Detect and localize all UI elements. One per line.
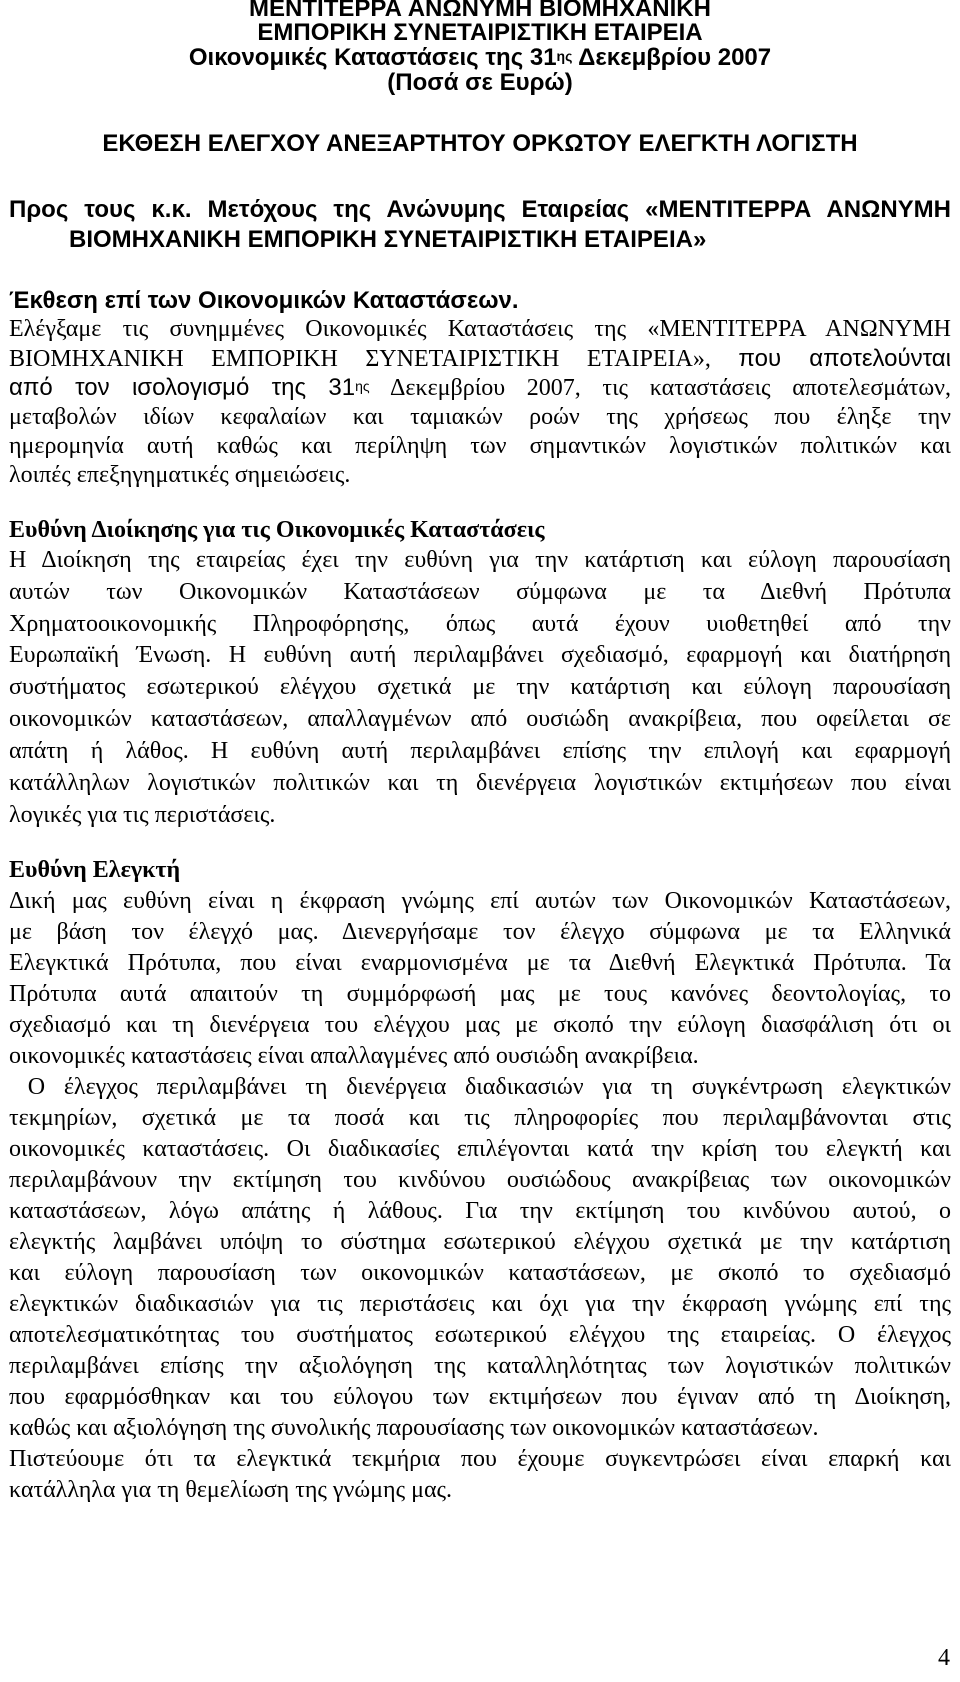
auditor-line: οικονομικές καταστάσεις είναι απαλλαγμένες από ουσιώδη ανακρίβεια. <box>9 1043 699 1069</box>
auditor-line: περιλαμβάνουν την εκτίμηση του κινδύνου ουσιώδους ανακρίβειας των οικονομικών <box>9 1167 951 1193</box>
intro-line-4: μεταβολών ιδίων κεφαλαίων και ταμιακών ροών της χρήσεως που έληξε την <box>9 404 951 430</box>
auditor-line: περιλαμβάνει επίσης την αξιολόγηση της καταλληλότητας των λογιστικών πολιτικών <box>9 1353 951 1379</box>
auditor-line: Ο έλεγχος περιλαμβάνει τη διενέργεια διαδικασιών για τη συγκέντρωση ελεγκτικών <box>9 1074 951 1100</box>
report-title: ΕΚΘΕΣΗ ΕΛΕΓΧΟΥ ΑΝΕΞΑΡΤΗΤΟΥ ΟΡΚΩΤΟΥ ΕΛΕΓΚΤΗ ΛΟΓΙΣΤΗ <box>102 130 858 157</box>
currency-note: (Ποσά σε Ευρώ) <box>387 69 573 96</box>
statements-period <box>0 45 960 71</box>
auditor-line: Ελεγκτικά Πρότυπα, που είναι εναρμονισμένα με τα Διεθνή Ελεγκτικά Πρότυπα. Τα <box>9 950 951 976</box>
management-line: κατάλληλων λογιστικών πολιτικών και τη διενέργεια λογιστικών εκτιμήσεων που είναι <box>9 770 951 796</box>
auditor-line: που εφαρμόσθηκαν και του εύλογου των εκτιμήσεων που έγιναν από τη Διοίκηση, <box>9 1384 951 1410</box>
auditor-line: κατάλληλα για τη θεμελίωση της γνώμης μας. <box>9 1477 453 1503</box>
management-line: συστήματος εσωτερικού ελέγχου σχετικά με την κατάρτιση και εύλογη παρουσίαση <box>9 674 951 700</box>
management-line: αυτών των Οικονομικών Καταστάσεων σύμφωνα με τα Διεθνή Πρότυπα <box>9 579 951 605</box>
intro-ordinal-superscript: ης <box>355 378 370 394</box>
auditor-heading: Ευθύνη Ελεγκτή <box>9 857 181 883</box>
management-line: απάτη ή λάθος. Η ευθύνη αυτή περιλαμβάνει επίσης την επιλογή και εφαρμογή <box>9 738 951 764</box>
management-line: οικονομικών καταστάσεων, απαλλαγμένων από ουσιώδη ανακρίβεια, που οφείλεται σε <box>9 706 951 732</box>
intro-line-1: Ελέγξαμε τις συνημμένες Οικονομικές Καταστάσεις της «ΜΕΝΤΙΤΕΡΡΑ ΑΝΩΝΥΜΗ <box>9 316 951 342</box>
management-line: Ευρωπαϊκή Ένωση. Η ευθύνη αυτή περιλαμβάνει σχεδιασμό, εφαρμογή και διατήρηση <box>9 642 951 668</box>
auditor-line: με βάση τον έλεγχό μας. Διενεργήσαμε τον έλεγχο σύμφωνα με τα Ελληνικά <box>9 919 951 945</box>
auditor-line: σχεδιασμό και τη διενέργεια του ελέγχου μας με σκοπό την εύλογη διασφάλιση ότι οι <box>9 1012 951 1038</box>
page-number: 4 <box>938 1645 950 1671</box>
intro-line-3-a: από τον ισολογισμό της 31 <box>9 374 356 401</box>
statements-period-text: Οικονομικές Καταστάσεις της 31 <box>188 44 557 71</box>
addressee-line-2: ΒΙΟΜΗΧΑΝΙΚΗ ΕΜΠΟΡΙΚΗ ΣΥΝΕΤΑΙΡΙΣΤΙΚΗ ΕΤΑΙΡΕΙΑ» <box>69 226 707 253</box>
auditor-line: τεκμηρίων, σχετικά με τα ποσά και τις πληροφορίες που περιλαμβάνονται στις <box>9 1105 951 1131</box>
ordinal-superscript: ης <box>556 48 573 64</box>
statements-period-date: Δεκεμβρίου 2007 <box>572 44 772 71</box>
intro-line-2-a: ΒΙΟΜΗΧΑΝΙΚΗ ΕΜΠΟΡΙΚΗ ΣΥΝΕΤΑΙΡΙΣΤΙΚΗ ΕΤΑΙΡΕΙΑ», <box>9 346 739 372</box>
intro-line-5: ημερομηνία αυτή καθώς και περίληψη των σημαντικών λογιστικών πολιτικών και <box>9 433 951 459</box>
intro-line-2-b: που αποτελούνται <box>738 345 951 372</box>
auditor-line: ελεγκτής λαμβάνει υπόψη το σύστημα εσωτερικού ελέγχου σχετικά με την κατάρτιση <box>9 1229 951 1255</box>
management-line: Χρηματοοικονομικής Πληροφόρησης, όπως αυτά έχουν υιοθετηθεί από την <box>9 611 951 637</box>
section-title: Έκθεση επί των Οικονομικών Καταστάσεων. <box>9 287 519 314</box>
intro-line-6: λοιπές επεξηγηματικές σημειώσεις. <box>9 462 351 488</box>
auditor-line: καθώς και αξιολόγηση της συνολικής παρουσίασης των οικονομικών καταστάσεων. <box>9 1415 819 1441</box>
company-name-line1: ΜΕΝΤΙΤΕΡΡΑ ΑΝΩΝΥΜΗ ΒΙΟΜΗΧΑΝΙΚΗ <box>249 0 711 22</box>
auditor-line: και εύλογη παρουσίαση των οικονομικών καταστάσεων, με σκοπό το σχεδιασμό <box>9 1260 951 1286</box>
management-line: Η Διοίκηση της εταιρείας έχει την ευθύνη για την κατάρτιση και εύλογη παρουσίαση <box>9 547 951 573</box>
intro-line-3-b: Δεκεμβρίου 2007, τις καταστάσεις αποτελεσμάτων, <box>369 375 952 401</box>
auditor-line: οικονομικές καταστάσεις. Οι διαδικασίες επιλέγονται κατά την κρίση του ελεγκτή και <box>9 1136 951 1162</box>
management-heading: Ευθύνη Διοίκησης για τις Οικονομικές Καταστάσεις <box>9 517 545 543</box>
company-name-line2: ΕΜΠΟΡΙΚΗ ΣΥΝΕΤΑΙΡΙΣΤΙΚΗ ΕΤΑΙΡΕΙΑ <box>257 19 703 46</box>
management-line: λογικές για τις περιστάσεις. <box>9 802 276 828</box>
auditor-line: Δική μας ευθύνη είναι η έκφραση γνώμης επί αυτών των Οικονομικών Καταστάσεων, <box>9 888 951 914</box>
auditor-line: Πρότυπα αυτά απαιτούν τη συμμόρφωσή μας με τους κανόνες δεοντολογίας, το <box>9 981 951 1007</box>
auditor-line: αποτελεσματικότητας του συστήματος εσωτερικού ελέγχου της εταιρείας. Ο έλεγχος <box>9 1322 951 1348</box>
auditor-line: Πιστεύουμε ότι τα ελεγκτικά τεκμήρια που έχουμε συγκεντρώσει είναι επαρκή και <box>9 1446 951 1472</box>
intro-line-3 <box>9 373 951 403</box>
intro-line-2 <box>9 344 951 374</box>
addressee-line-1: Προς τους κ.κ. Μετόχους της Ανώνυμης Εταιρείας «ΜΕΝΤΙΤΕΡΡΑ ΑΝΩΝΥΜΗ <box>9 196 951 223</box>
auditor-line: καταστάσεων, λόγω απάτης ή λάθους. Για την εκτίμηση του κινδύνου αυτού, ο <box>9 1198 951 1224</box>
auditor-line: ελεγκτικών διαδικασιών για τις περιστάσεις και όχι για την έκφραση γνώμης επί της <box>9 1291 951 1317</box>
